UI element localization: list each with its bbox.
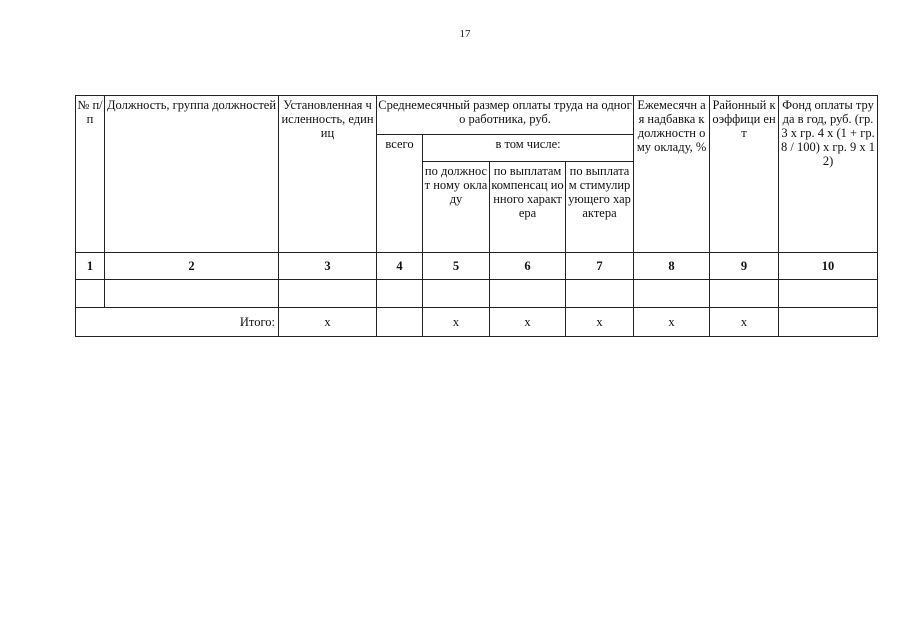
table-cell [566,280,634,308]
header-row-1 [76,96,878,135]
header-average-pay: Среднемесячный размер оплаты труда на одного работника, руб. [377,96,634,135]
payroll-fund-table [75,95,878,337]
header-district-coefficient: Районный коэффици ент [710,96,779,253]
header-total: всего [377,135,423,253]
header-num: № п/п [76,96,105,253]
header-by-compensation: по выплатам компенсац ионного характера [490,162,566,253]
total-cell-4 [377,308,423,337]
header-monthly-bonus: Ежемесячн ая надбавка к должностн ому окладу, % [634,96,710,253]
header-by-incentive: по выплатам стимулир ующего характера [566,162,634,253]
column-number: 1 [76,253,105,280]
table-cell [779,280,878,308]
table-cell [710,280,779,308]
header-pay-fund: Фонд оплаты труда в год, руб. (гр. 3 х гр. 4 х (1 + гр. 8 / 100) х гр. 9 х 12) [779,96,878,253]
column-number: 10 [779,253,878,280]
header-including: в том числе: [423,135,634,162]
column-number: 4 [377,253,423,280]
total-cell-9: x [710,308,779,337]
column-number-row [76,253,878,280]
column-number: 7 [566,253,634,280]
total-cell-3: x [279,308,377,337]
header-position: Должность, группа должностей [105,96,279,253]
total-cell-5: x [423,308,490,337]
column-number: 2 [105,253,279,280]
table-cell [423,280,490,308]
header-staff-count: Установленная численность, единиц [279,96,377,253]
total-row [76,308,878,337]
table-cell [279,280,377,308]
column-number: 8 [634,253,710,280]
column-number: 9 [710,253,779,280]
table-cell [490,280,566,308]
column-number: 3 [279,253,377,280]
table-row [76,280,878,308]
table-cell [76,280,105,308]
column-number: 5 [423,253,490,280]
total-label: Итого: [76,308,279,337]
table-cell [377,280,423,308]
total-cell-8: x [634,308,710,337]
total-cell-10 [779,308,878,337]
header-by-salary: по должност ному окладу [423,162,490,253]
column-number: 6 [490,253,566,280]
total-cell-7: x [566,308,634,337]
table-cell [634,280,710,308]
page-number: 17 [459,28,471,40]
total-cell-6: x [490,308,566,337]
table-cell [105,280,279,308]
